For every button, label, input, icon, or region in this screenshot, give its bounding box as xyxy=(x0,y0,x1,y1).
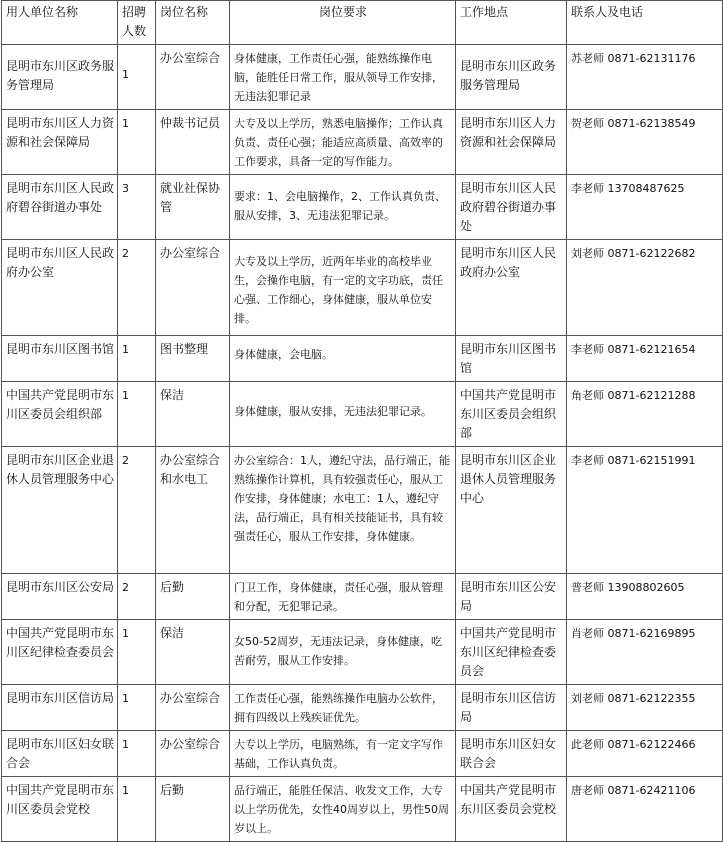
cell-unit: 中国共产党昆明市东川区纪律检查委员会 xyxy=(2,620,118,685)
cell-requirements: 要求：1、会电脑操作，2、工作认真负责、服从安排，3、无违法犯罪记录。 xyxy=(230,175,456,240)
cell-position: 办公室综合 xyxy=(156,240,230,336)
cell-unit: 昆明市东川区人民政府碧谷街道办事处 xyxy=(2,175,118,240)
cell-unit: 昆明市东川区政务服务管理局 xyxy=(2,45,118,110)
header-row xyxy=(2,1,723,45)
cell-count: 1 xyxy=(118,777,156,842)
cell-location: 昆明市东川区人力资源和社会保障局 xyxy=(456,110,567,175)
cell-location: 昆明市东川区妇女联合会 xyxy=(456,731,567,777)
cell-requirements: 身体健康，服从安排，无违法犯罪记录。 xyxy=(230,382,456,447)
cell-count: 2 xyxy=(118,574,156,620)
cell-location: 昆明市东川区图书馆 xyxy=(456,336,567,382)
table-row xyxy=(2,777,723,842)
cell-unit: 昆明市东川区企业退休人员管理服务中心 xyxy=(2,447,118,574)
cell-count: 3 xyxy=(118,175,156,240)
cell-position: 后勤 xyxy=(156,574,230,620)
cell-requirements: 身体健康，会电脑。 xyxy=(230,336,456,382)
table-row xyxy=(2,620,723,685)
cell-count: 2 xyxy=(118,447,156,574)
cell-requirements: 品行端正，能胜任保洁、收发文工作，大专以上学历优先，女性40周岁以上，男性50周岁以上。 xyxy=(230,777,456,842)
cell-contact: 李老师 0871-62151991 xyxy=(567,447,723,574)
table-row xyxy=(2,447,723,574)
cell-location: 昆明市东川区信访局 xyxy=(456,685,567,731)
col-header-count: 招聘人数 xyxy=(118,1,156,45)
cell-contact: 刘老师 0871-62122355 xyxy=(567,685,723,731)
table-row xyxy=(2,110,723,175)
col-header-contact: 联系人及电话 xyxy=(567,1,723,45)
cell-location: 昆明市东川区公安局 xyxy=(456,574,567,620)
cell-unit: 昆明市东川区妇女联合会 xyxy=(2,731,118,777)
cell-count: 1 xyxy=(118,731,156,777)
cell-location: 昆明市东川区政务服务管理局 xyxy=(456,45,567,110)
cell-requirements: 门卫工作，身体健康，责任心强，服从管理和分配，无犯罪记录。 xyxy=(230,574,456,620)
cell-position: 仲裁书记员 xyxy=(156,110,230,175)
cell-position: 保洁 xyxy=(156,382,230,447)
cell-contact: 刘老师 0871-62122682 xyxy=(567,240,723,336)
cell-position: 办公室综合 xyxy=(156,685,230,731)
table-row xyxy=(2,574,723,620)
table-row xyxy=(2,336,723,382)
cell-position: 办公室综合 xyxy=(156,45,230,110)
col-header-position: 岗位名称 xyxy=(156,1,230,45)
cell-location: 昆明市东川区企业退休人员管理服务中心 xyxy=(456,447,567,574)
cell-unit: 中国共产党昆明市东川区委员会组织部 xyxy=(2,382,118,447)
cell-count: 1 xyxy=(118,110,156,175)
table-row xyxy=(2,240,723,336)
cell-location: 昆明市东川区人民政府办公室 xyxy=(456,240,567,336)
cell-unit: 中国共产党昆明市东川区委员会党校 xyxy=(2,777,118,842)
cell-position: 办公室综合 xyxy=(156,731,230,777)
cell-unit: 昆明市东川区人力资源和社会保障局 xyxy=(2,110,118,175)
cell-count: 1 xyxy=(118,336,156,382)
cell-requirements: 工作责任心强，能熟练操作电脑办公软件，拥有四级以上残疾证优先。 xyxy=(230,685,456,731)
cell-requirements: 身体健康，工作责任心强，能熟练操作电脑，能胜任日常工作，服从领导工作安排，无违法犯罪记录 xyxy=(230,45,456,110)
cell-location: 中国共产党昆明市东川区委员会组织部 xyxy=(456,382,567,447)
cell-location: 中国共产党昆明市东川区纪律检查委员会 xyxy=(456,620,567,685)
cell-requirements: 大专以上学历，电脑熟练，有一定文字写作基础，工作认真负责。 xyxy=(230,731,456,777)
cell-contact: 角老师 0871-62121288 xyxy=(567,382,723,447)
cell-position: 图书整理 xyxy=(156,336,230,382)
cell-position: 就业社保协管 xyxy=(156,175,230,240)
cell-count: 1 xyxy=(118,45,156,110)
cell-unit: 昆明市东川区公安局 xyxy=(2,574,118,620)
cell-position: 后勤 xyxy=(156,777,230,842)
cell-contact: 肖老师 0871-62169895 xyxy=(567,620,723,685)
cell-requirements: 大专及以上学历，熟悉电脑操作；工作认真负责、责任心强；能适应高质量、高效率的工作要求，具备一定的写作能力。 xyxy=(230,110,456,175)
table-row xyxy=(2,45,723,110)
table-row xyxy=(2,382,723,447)
cell-location: 中国共产党昆明市东川区委员会党校 xyxy=(456,777,567,842)
cell-count: 1 xyxy=(118,685,156,731)
cell-contact: 唐老师 0871-62421106 xyxy=(567,777,723,842)
col-header-requirements: 岗位要求 xyxy=(230,1,456,45)
cell-contact: 贺老师 0871-62138549 xyxy=(567,110,723,175)
cell-requirements: 办公室综合：1人，遵纪守法，品行端正，能熟练操作计算机，具有较强责任心，服从工作安排，身体健康；水电工：1人，遵纪守法，品行端正，具有相关技能证书，具有较强责任心，服从工作安排，身体健康。 xyxy=(230,447,456,574)
cell-unit: 昆明市东川区人民政府办公室 xyxy=(2,240,118,336)
cell-unit: 昆明市东川区信访局 xyxy=(2,685,118,731)
table-row xyxy=(2,685,723,731)
cell-count: 1 xyxy=(118,620,156,685)
col-header-unit: 用人单位名称 xyxy=(2,1,118,45)
cell-contact: 此老师 0871-62122466 xyxy=(567,731,723,777)
cell-contact: 苏老师 0871-62131176 xyxy=(567,45,723,110)
cell-requirements: 女50-52周岁，无违法记录，身体健康，吃苦耐劳，服从工作安排。 xyxy=(230,620,456,685)
cell-count: 1 xyxy=(118,382,156,447)
col-header-location: 工作地点 xyxy=(456,1,567,45)
cell-position: 保洁 xyxy=(156,620,230,685)
cell-position: 办公室综合和水电工 xyxy=(156,447,230,574)
recruitment-table xyxy=(1,0,723,842)
cell-contact: 李老师 13708487625 xyxy=(567,175,723,240)
table-row xyxy=(2,731,723,777)
cell-location: 昆明市东川区人民政府碧谷街道办事处 xyxy=(456,175,567,240)
cell-contact: 普老师 13908802605 xyxy=(567,574,723,620)
table-row xyxy=(2,175,723,240)
cell-requirements: 大专及以上学历，近两年毕业的高校毕业生，会操作电脑，有一定的文字功底，责任心强、工作细心，身体健康，服从单位安排。 xyxy=(230,240,456,336)
cell-unit: 昆明市东川区图书馆 xyxy=(2,336,118,382)
cell-contact: 李老师 0871-62121654 xyxy=(567,336,723,382)
cell-count: 2 xyxy=(118,240,156,336)
